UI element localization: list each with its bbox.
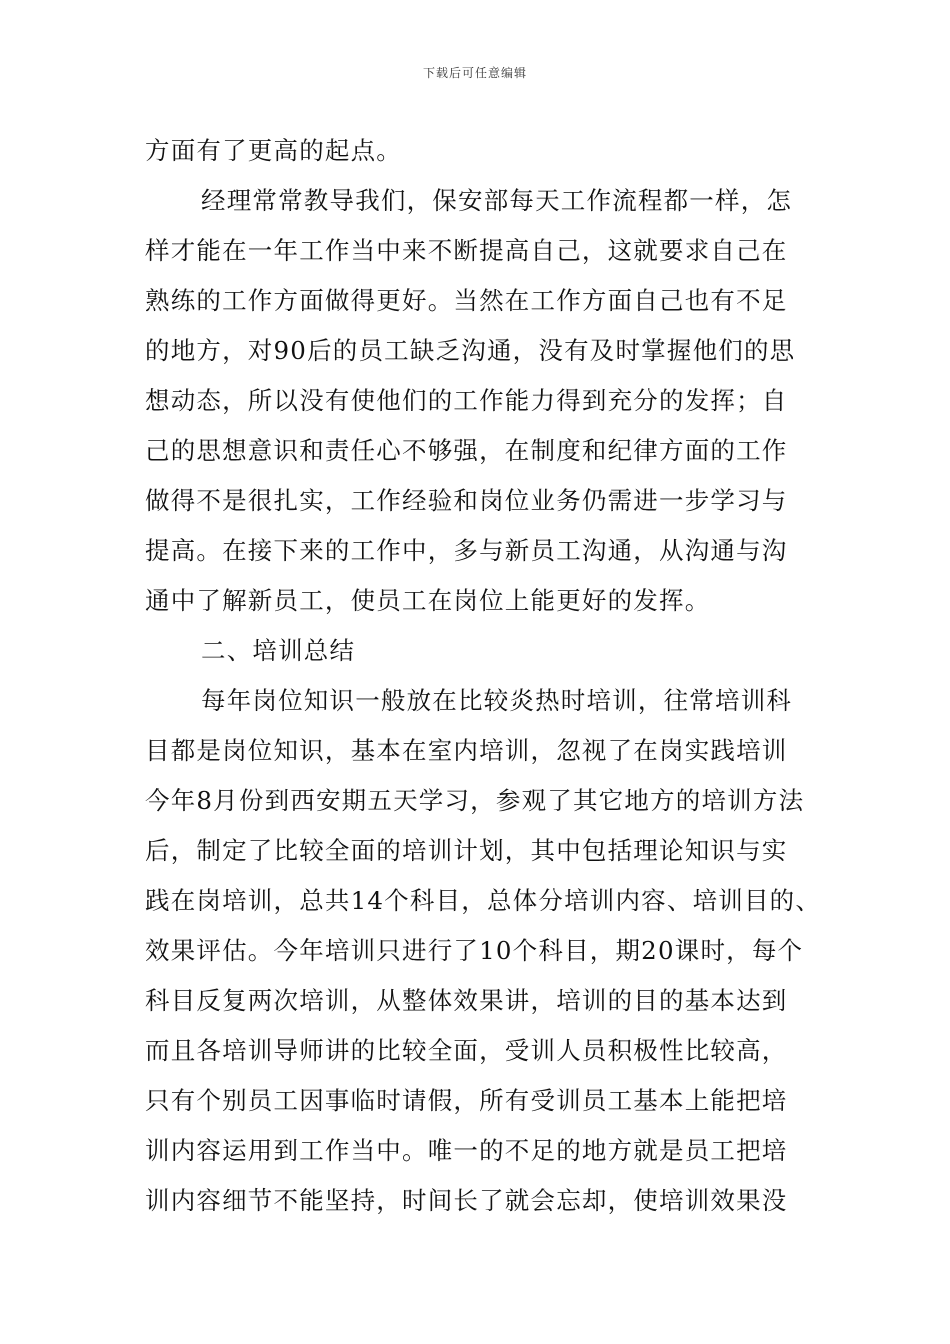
text-line: 践在岗培训，总共14个科目，总体分培训内容、培训目的、 [145,886,822,915]
text-line: 效果评估。今年培训只进行了10个科目，期20课时，每个 [145,936,804,965]
text-line: 的地方，对90后的员工缺乏沟通，没有及时掌握他们的思 [145,336,796,365]
text-line: 每年岗位知识一般放在比较炎热时培训，往常培训科 [201,686,793,715]
text-line: 经理常常教导我们，保安部每天工作流程都一样，怎 [201,186,793,215]
text-line: 只有个别员工因事临时请假，所有受训员工基本上能把培 [145,1086,788,1115]
section-heading: 二、培训总结 [201,636,356,665]
text-line: 目都是岗位知识，基本在室内培训，忽视了在岗实践培训 [145,736,788,765]
text-line: 想动态，所以没有使他们的工作能力得到充分的发挥；自 [145,386,788,415]
text-line: 做得不是很扎实，工作经验和岗位业务仍需进一步学习与 [145,486,788,515]
text-line: 训内容细节不能坚持，时间长了就会忘却，使培训效果没 [145,1186,788,1215]
text-line: 己的思想意识和责任心不够强，在制度和纪律方面的工作 [145,436,788,465]
text-line: 而且各培训导师讲的比较全面，受训人员积极性比较高， [145,1036,788,1065]
document-body [145,126,822,1226]
text-line: 科目反复两次培训，从整体效果讲，培训的目的基本达到 [145,986,788,1015]
text-line: 通中了解新员工，使员工在岗位上能更好的发挥。 [145,586,711,615]
text-line: 样才能在一年工作当中来不断提高自己，这就要求自己在 [145,236,788,265]
text-line: 熟练的工作方面做得更好。当然在工作方面自己也有不足 [145,286,788,315]
text-line: 提高。在接下来的工作中，多与新员工沟通，从沟通与沟 [145,536,788,565]
page-header: 下载后可任意编辑 [422,66,527,80]
text-line: 今年8月份到西安期五天学习，参观了其它地方的培训方法 [145,786,805,815]
text-line: 后，制定了比较全面的培训计划，其中包括理论知识与实 [145,836,788,865]
text-line: 方面有了更高的起点。 [145,136,402,165]
text-line: 训内容运用到工作当中。唯一的不足的地方就是员工把培 [145,1136,788,1165]
